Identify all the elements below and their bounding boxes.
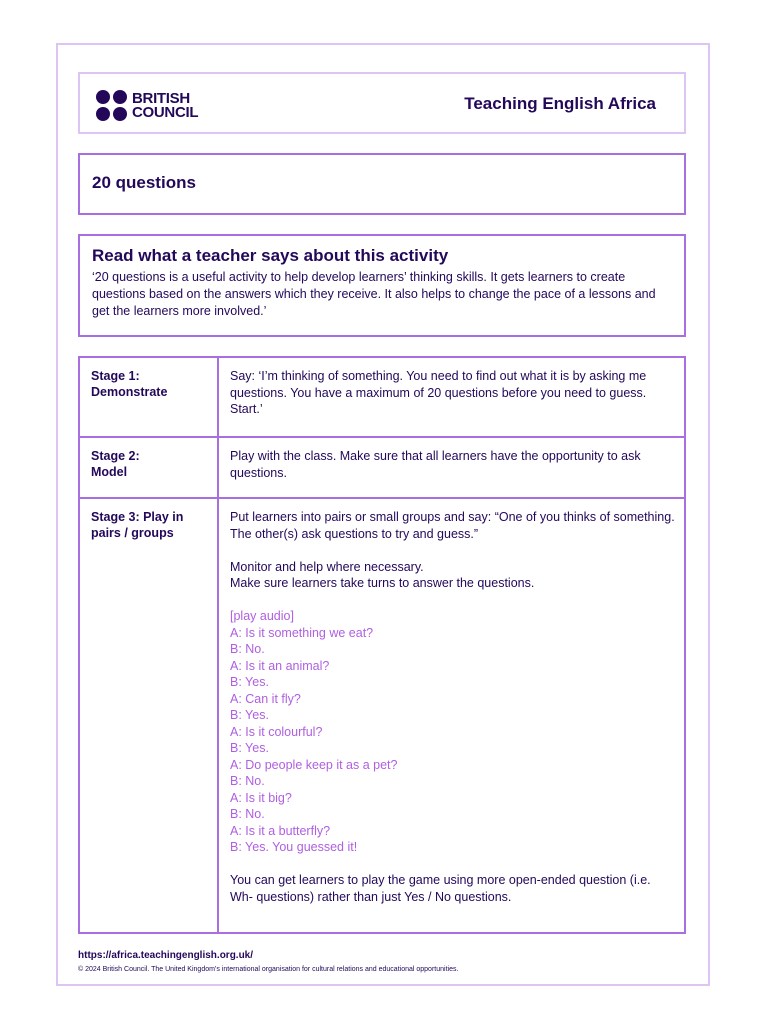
dialogue-line: B: Yes. You guessed it! [230,840,358,854]
dialogue-line: A: Is it big? [230,790,292,805]
stage-1-content [230,368,675,418]
stage-3-content [230,509,675,905]
dialogue-line: A: Is it a butterfly? [230,823,331,838]
stage-2-label [91,448,211,480]
play-audio-link[interactable]: [play audio] [230,609,294,623]
logo-line-1: BRITISH [132,89,190,107]
stage-3-intro: Put learners into pairs or small groups and say: “One of you thinks of something. The other(s) ask questions to try and guess.” [230,510,675,541]
stage-2-content [230,448,675,481]
dialogue-line: A: Is it an animal? [230,658,330,673]
stage-label-line: Model [91,465,128,479]
site-title: Teaching English Africa [464,94,656,113]
teacher-quote-heading: Read what a teacher says about this activity [92,246,449,265]
footer-url-link[interactable]: https://africa.teachingenglish.org.uk/ [78,950,254,961]
stage-2-text: Play with the class. Make sure that all learners have the opportunity to ask questions. [230,449,641,480]
audio-dialogue [230,608,675,856]
stage-label-line: pairs / groups [91,526,174,540]
teacher-quote-text: ‘20 questions is a useful activity to help develop learners’ thinking skills. It gets learners to create questions based on the answers which they receive. It also helps to change the pace of a lessons and get the learners more involved.’ [92,270,656,318]
dialogue-line: B: No. [230,807,265,821]
header [78,72,686,134]
dialogue-line: A: Can it fly? [230,691,301,706]
logo-dots-icon [96,90,127,121]
stage-3-outro: You can get learners to play the game using more open-ended question (i.e. Wh- questions) rather than just Yes / No questions. [230,873,651,904]
logo-text [132,89,199,121]
dialogue-line: B: No. [230,642,265,656]
stage-3-label [91,509,211,541]
footer-copyright: © 2024 British Council. The United Kingdom’s international organisation for cultural relations and educational opportunities. [78,966,459,973]
stages-table [78,356,686,934]
stage-label-line: Stage 3: Play in [91,510,184,524]
british-council-logo[interactable] [96,90,198,121]
activity-title: 20 questions [92,173,196,192]
logo-line-2: COUNCIL [132,103,199,121]
dialogue-line: B: Yes. [230,741,269,755]
activity-title-box [78,153,686,215]
dialogue-line: B: No. [230,774,265,788]
dialogue-line: B: Yes. [230,708,269,722]
stage-label-line: Demonstrate [91,385,168,399]
dialogue-line: B: Yes. [230,675,269,689]
stage-label-line: Stage 2: [91,449,140,463]
stage-3-monitor-2: Make sure learners take turns to answer the questions. [230,576,535,590]
stage-row-3 [80,499,684,932]
dialogue-line: A: Do people keep it as a pet? [230,757,398,772]
stage-label-line: Stage 1: [91,369,140,383]
stage-1-label [91,368,211,400]
teacher-quote-box [78,234,686,337]
dialogue-line: A: Is it something we eat? [230,625,374,640]
dialogue-line: A: Is it colourful? [230,724,323,739]
stage-1-text: Say: ‘I’m thinking of something. You need to find out what it is by asking me questions. You have a maximum of 20 questions before you need to guess. Start.’ [230,369,647,416]
stage-row-1 [80,358,684,438]
stage-3-monitor-1: Monitor and help where necessary. [230,559,424,574]
stage-row-2 [80,438,684,499]
